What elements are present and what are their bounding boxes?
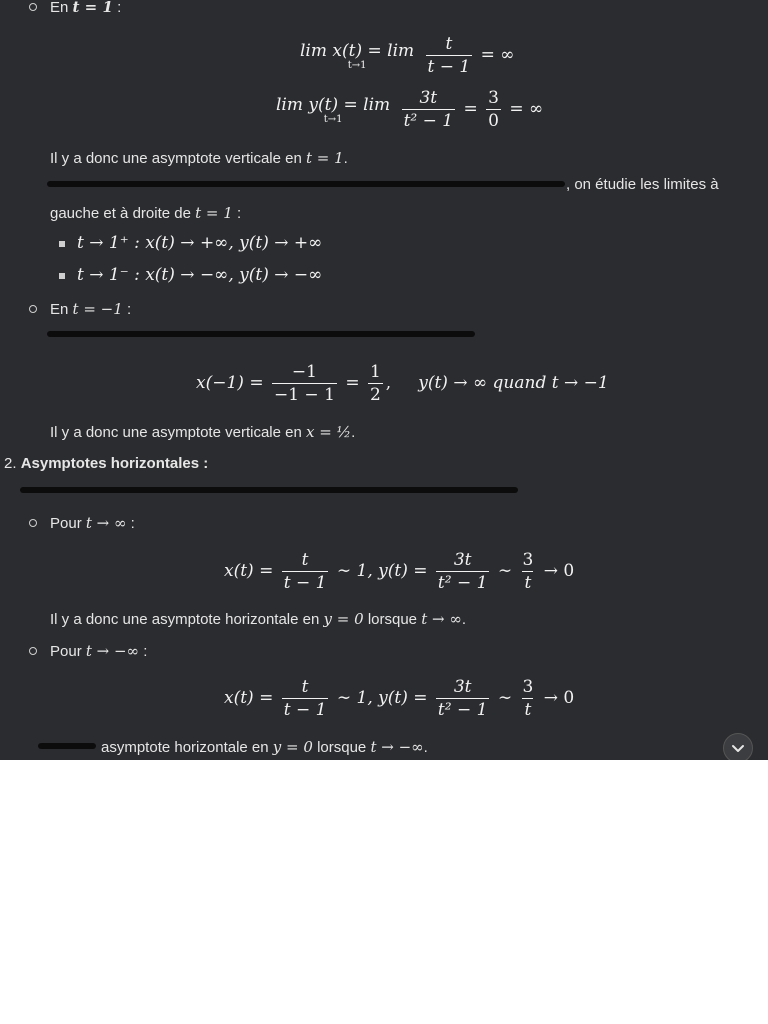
- lim-subscript: t→1: [347, 59, 367, 71]
- bullet-circle-icon: [29, 647, 37, 655]
- text: , on étudie les limites à: [566, 176, 719, 193]
- math-inline: t → 1⁺ : x(t) → +∞, y(t) → +∞: [77, 233, 323, 253]
- fraction-numerator: t: [301, 550, 309, 570]
- item-t-equals-1: [50, 0, 121, 16]
- fraction-denominator: t: [524, 700, 532, 720]
- equation-horizontal-plus: x(t) = $\frac{t}{t - 1}$ ∼ 1, y(t) = $\frac{3t}{\text{t² − 1}}$ ∼ $\frac{3}{t}$ → 0: [224, 550, 575, 593]
- text: lorsque: [367, 611, 418, 628]
- text: asymptote horizontale en: [101, 739, 269, 756]
- scroll-to-bottom-button[interactable]: [723, 733, 753, 760]
- text-vertical-asymptote-1: [50, 149, 348, 167]
- math-inline: t → ∞: [85, 514, 127, 532]
- section-title: Asymptotes horizontales :: [20, 455, 209, 472]
- item-t-to-minus-infinity: [50, 642, 147, 660]
- fraction-denominator: 0: [488, 111, 499, 131]
- item-prefix: En: [50, 0, 69, 16]
- period: .: [343, 150, 348, 167]
- text-position-study: [566, 176, 719, 193]
- text-horizontal-asymptote-1: [50, 610, 466, 628]
- fraction-denominator: t − 1: [427, 57, 471, 77]
- text-left-right: [50, 204, 241, 222]
- fraction-denominator: t − 1: [283, 573, 327, 593]
- colon: :: [126, 301, 132, 318]
- math-inline: t → 1⁻ : x(t) → −∞, y(t) → −∞: [77, 265, 323, 285]
- redaction-scribble: [38, 743, 96, 749]
- bullet-limit-right: [77, 233, 322, 253]
- period: .: [461, 611, 466, 628]
- equation-rhs: y(t) → ∞ quand t → −1: [418, 373, 609, 393]
- equation-rhs: → 0: [543, 688, 575, 708]
- equation-lhs: x(t) =: [224, 688, 274, 708]
- text: Il y a donc une asymptote verticale en: [50, 424, 302, 441]
- fraction-denominator: −1 − 1: [273, 385, 335, 405]
- fraction-denominator: t² − 1: [403, 111, 454, 131]
- fraction-numerator: 3t: [453, 550, 472, 570]
- bullet-circle-icon: [29, 519, 37, 527]
- chevron-down-icon: [731, 741, 745, 755]
- math-inline: t → ∞: [421, 610, 462, 628]
- math-inline: t = −1: [72, 300, 123, 318]
- fraction-numerator: 1: [369, 362, 381, 382]
- equation-horizontal-minus: x(t) = $\frac{t}{t - 1}$ ∼ 1, y(t) = $\frac{3t}{\text{t² − 1}}$ ∼ $\frac{3}{t}$ → 0: [224, 677, 575, 720]
- fraction-numerator: 3t: [419, 88, 438, 108]
- math-inline: y = 0: [272, 738, 313, 756]
- bullet-circle-icon: [29, 305, 37, 313]
- equation-lhs: x(t) =: [224, 561, 274, 581]
- math-inline: t = 1: [72, 0, 113, 16]
- text: Il y a donc une asymptote verticale en: [50, 150, 302, 167]
- equation-limit-x: [300, 34, 514, 77]
- text: lorsque: [317, 739, 367, 756]
- item-t-to-infinity: [50, 514, 135, 532]
- colon: :: [143, 643, 148, 660]
- redaction-scribble: [47, 331, 475, 337]
- fraction-denominator: t² − 1: [437, 700, 488, 720]
- math-inline: x = ½: [305, 423, 352, 441]
- section-heading-horizontal: [4, 455, 208, 472]
- fraction-denominator: t: [524, 573, 532, 593]
- bullet-square-icon: [59, 241, 65, 247]
- colon: :: [236, 205, 242, 222]
- redaction-scribble: [20, 487, 518, 493]
- colon: :: [117, 0, 122, 16]
- fraction-numerator: 3t: [453, 677, 472, 697]
- fraction-numerator: −1: [291, 362, 317, 382]
- lim-expression: lim y(t) = lim: [276, 94, 391, 115]
- bullet-square-icon: [59, 273, 65, 279]
- text: gauche et à droite de: [50, 205, 191, 222]
- equation-mid: ∼ 1, y(t) =: [336, 561, 428, 581]
- fraction-denominator: 2: [369, 385, 381, 405]
- equation-rhs: = ∞: [509, 99, 544, 119]
- item-prefix: En: [50, 301, 69, 318]
- math-inline: y = 0: [323, 610, 364, 628]
- lim-subscript: t→1: [323, 113, 343, 125]
- fraction-denominator: t² − 1: [437, 573, 488, 593]
- item-prefix: Pour: [50, 515, 82, 532]
- section-number: 2.: [4, 455, 17, 472]
- fraction-numerator: t: [301, 677, 309, 697]
- redaction-scribble: [47, 181, 565, 187]
- equation-x-minus-1: x(−1) = $\frac{-1}{-1 - 1}$ = $\frac{1}{2}$ , y(t) → ∞ quand t → −1: [196, 362, 609, 405]
- equation-limit-y: lim y(t) = lim t→1 $\frac{3t}{\text{t² − 1}}$ = $\frac{3}{0}$ = ∞: [276, 88, 544, 131]
- fraction-numerator: 3: [488, 88, 499, 108]
- item-t-equals-minus-1: [50, 300, 131, 318]
- equation-mid: ∼ 1, y(t) =: [336, 688, 428, 708]
- math-inline: t → −∞: [85, 642, 140, 660]
- math-inline: t → −∞: [370, 738, 424, 756]
- lim-expression: lim x(t) = lim: [300, 40, 415, 61]
- text-vertical-asymptote-2: [50, 423, 355, 441]
- text-horizontal-asymptote-2: [101, 738, 428, 756]
- math-inline: t = 1: [195, 204, 233, 222]
- bullet-circle-icon: [29, 3, 37, 11]
- math-inline: t = 1: [305, 149, 344, 167]
- fraction-numerator: 3: [522, 677, 534, 697]
- colon: :: [130, 515, 135, 532]
- fraction-denominator: t − 1: [283, 700, 327, 720]
- equation-lhs: x(−1) =: [196, 373, 264, 393]
- bullet-limit-left: [77, 265, 322, 285]
- fraction-numerator: 3: [522, 550, 534, 570]
- equation-rhs: → 0: [543, 561, 575, 581]
- fraction-numerator: t: [445, 34, 453, 54]
- item-prefix: Pour: [50, 643, 82, 660]
- equation-rhs: = ∞: [480, 45, 515, 65]
- period: .: [351, 424, 356, 441]
- text: Il y a donc une asymptote horizontale en: [50, 611, 320, 628]
- period: .: [423, 739, 428, 756]
